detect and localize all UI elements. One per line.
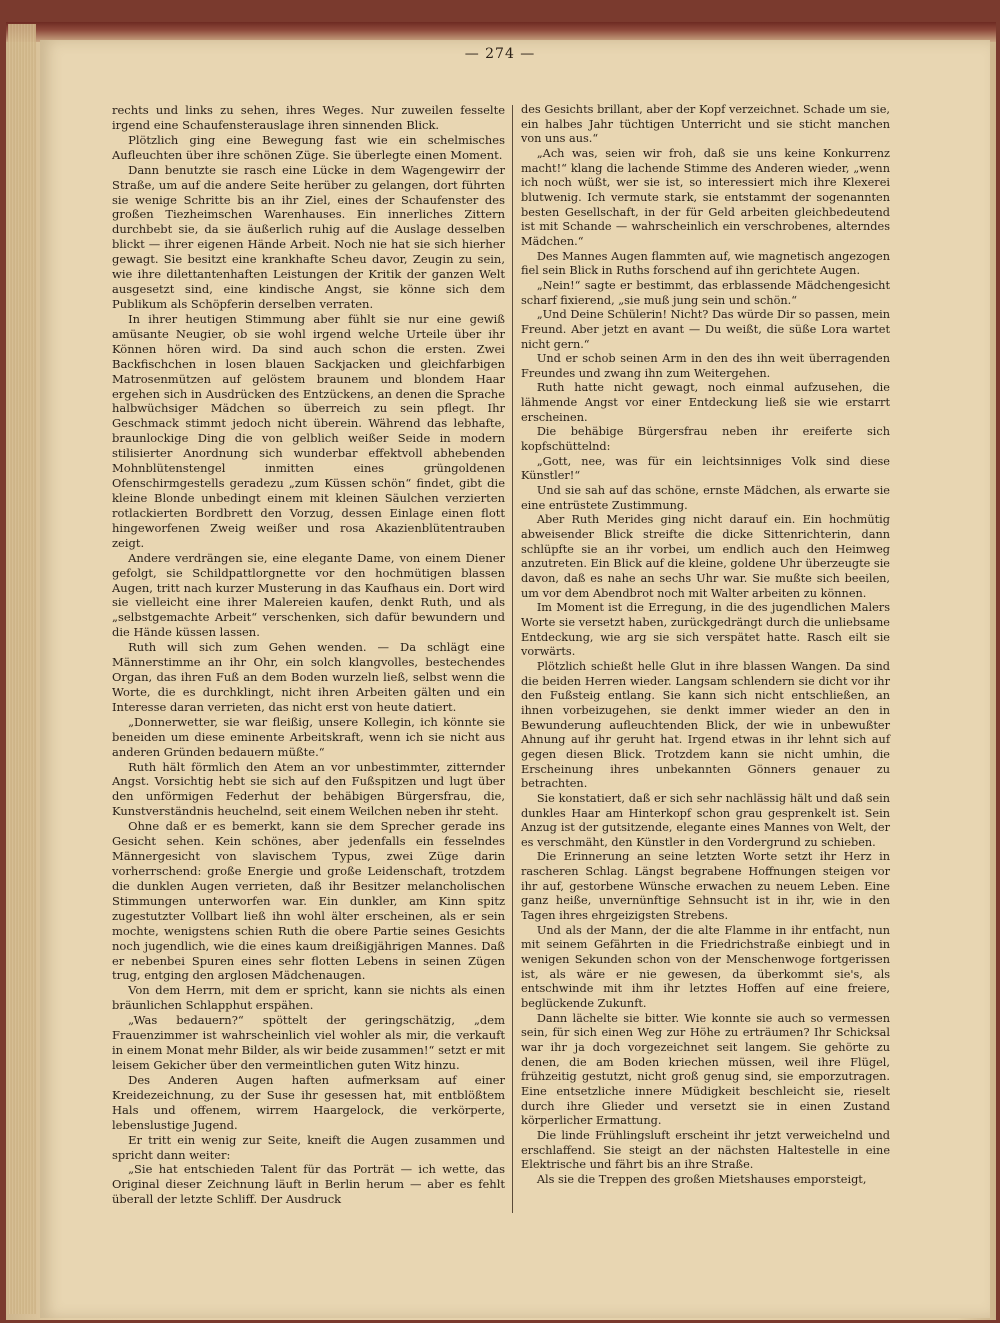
paragraph: Aber Ruth Merides ging nicht darauf ein. Ein hochmütig abweisender Blick streifte die dicke Sittenrichterin, dann schlüpfte sie an ihr vorbei, um endlich auch den Heimweg anzutreten. Ein Blick auf die kleine, goldene Uhr überzeugte sie davon, daß es nahe an sechs Uhr war. Sie mußte sich beeilen, um vor dem Abendbrot noch mit Walter arbeiten zu können. [521, 513, 890, 600]
paragraph: „Was bedauern?“ spöttelt der geringschätzig, „dem Frauenzimmer ist wahrscheinlich viel wohler als mir, die verkauft in einem Monat mehr Bilder, als wir beide zusammen!“ setzt er mit leisem Gekicher über den vermeintlichen guten Witz hinzu. [112, 1013, 505, 1072]
paragraph: Dann lächelte sie bitter. Wie konnte sie auch so vermessen sein, für sich einen Weg zur Höhe zu erträumen? Ihr Schicksal war ihr ja doch vorgezeichnet seit langem. Sie gehörte zu denen, die am Boden kriechen müssen, weil ihre Flügel, frühzeitig gestutzt, nicht groß genug sind, sie emporzutragen. Eine entsetzliche innere Müdigkeit beschleicht sie, rieselt durch ihre Glieder und versetzt sie in einen Zustand körperlicher Ermattung. [521, 1011, 890, 1128]
paragraph: „Sie hat entschieden Talent für das Porträt — ich wette, das Original dieser Zeichnung läuft in Berlin herum — aber es fehlt überall der letzte Schliff. Der Ausdruck [112, 1162, 505, 1207]
paragraph: Des Anderen Augen haften aufmerksam auf einer Kreidezeichnung, zu der Suse ihr gesessen hat, mit entblößtem Hals und offenem, wirrem Haargelock, die verkörperte, lebenslustige Jugend. [112, 1072, 505, 1132]
column-divider [512, 105, 513, 1213]
paragraph: Als sie die Treppen des großen Mietshauses emporsteigt, [536, 1172, 867, 1186]
paragraph: Andere verdrängen sie, eine elegante Dame, von einem Diener gefolgt, sie Schildpattlorgnette vor den hochmütigen blassen Augen, tritt nach kurzer Musterung in das Kaufhaus ein. Dort wird sie vielleicht eine ihrer Malereien kaufen, denkt Ruth, und als „selbstgemachte Arbeit“ verschenken, sich dafür bewundern und die Hände küssen lassen. [112, 550, 505, 640]
paragraph: Die linde Frühlingsluft erscheint ihr jetzt verweichelnd und erschlaffend. Sie steigt an der nächsten Haltestelle in eine Elektrische und fährt bis an ihre Straße. [521, 1128, 890, 1172]
book-binding-band [6, 22, 996, 42]
paragraph: „Und Deine Schülerin! Nicht? Das würde Dir so passen, mein Freund. Aber jetzt en avant — Du weißt, die süße Lora wartet nicht gern.“ [521, 308, 890, 351]
right-column [521, 103, 890, 1188]
paragraph: „Gott, nee, was für ein leichtsinniges Volk sind diese Künstler!“ [521, 454, 890, 483]
page-edges [8, 24, 36, 1314]
paragraph: Ruth hatte nicht gewagt, noch einmal aufzusehen, die lähmende Angst vor einer Entdeckung ließ sie wie erstarrt erscheinen. [521, 381, 890, 424]
paragraph: Plötzlich ging eine Bewegung fast wie ein schelmisches Aufleuchten über ihre schönen Züge. Sie überlegte einen Moment. [112, 132, 505, 162]
paragraph: Und er schob seinen Arm in den des ihn weit überragenden Freundes und zwang ihn zum Weitergehen. [521, 352, 890, 380]
paragraph: Ruth hält förmlich den Atem an vor unbestimmter, zitternder Angst. Vorsichtig hebt sie sich auf den Fußspitzen und lugt über den unförmigen Federhut der behäbigen Bürgersfrau, die, Kunstverständnis heuchelnd, seit einem Weilchen neben ihr steht. [112, 759, 505, 819]
left-column [112, 103, 505, 1207]
paragraph: Ohne daß er es bemerkt, kann sie dem Sprecher gerade ins Gesicht sehen. Kein schönes, aber jedenfalls ein fesselndes Männergesicht von slavischem Typus, zwei Züge darin vorherrschend: große Energie und große Leidenschaft, trotzdem die dunklen Augen verrieten, daß ihr Besitzer melancholischen Stimmungen unterworfen war. Ein dunkler, am Kinn spitz zugestutzter Vollbart ließ ihn wohl älter erscheinen, als er sein mochte, wenigstens schien Ruth die obere Partie seines Gesichts noch jugendlich, wie die eines kaum dreißigjährigen Mannes. Daß er nebenbei Spuren eines sehr flotten Lebens in seinen Zügen trug, entging den arglosen Mädchenaugen. [112, 819, 505, 983]
paragraph: Er tritt ein wenig zur Seite, kneift die Augen zusammen und spricht dann weiter: [112, 1132, 505, 1162]
paragraph: Sie konstatiert, daß er sich sehr nachlässig hält und daß sein dunkles Haar am Hinterkopf schon grau gesprenkelt ist. Sein Anzug ist der gutsitzende, elegante eines Mannes von Welt, der es verschmäht, den Künstler in den Vordergrund zu schieben. [521, 791, 890, 849]
paragraph: Und sie sah auf das schöne, ernste Mädchen, als erwarte sie eine entrüstete Zustimmung. [521, 484, 890, 512]
paragraph: Ruth will sich zum Gehen wenden. — Da schlägt eine Männerstimme an ihr Ohr, ein solch klangvolles, bestechendes Organ, das ihren Fuß an dem Boden wurzeln ließ, selbst wenn die Worte, die es durchklingt, nicht ihren Arbeiten gälten und ein Interesse daran verrieten, das nicht erst von heute datiert. [112, 640, 505, 714]
paragraph: Die behäbige Bürgersfrau neben ihr ereiferte sich kopfschüttelnd: [521, 425, 890, 454]
page-number: — 274 — [464, 46, 536, 62]
paragraph: Im Moment ist die Erregung, in die des jugendlichen Malers Worte sie versetzt haben, zurückgedrängt durch die unliebsame Entdeckung, wie arg sie sich verspätet hatte. Rasch eilt sie vorwärts. [521, 601, 890, 659]
paragraph: „Donnerwetter, sie war fleißig, unsere Kollegin, ich könnte sie beneiden um diese eminente Arbeitskraft, wenn ich sie nicht aus anderen Gründen bedauern müßte.“ [112, 714, 505, 759]
paragraph: Und als der Mann, der die alte Flamme in ihr entfacht, nun mit seinem Gefährten in die Friedrichstraße einbiegt und in wenigen Sekunden schon von der Menschenwoge fortgerissen ist, als wäre er nie gewesen, da überkommt sie's, als entschwinde mit ihm ihr letztes Hoffen auf eine freiere, beglückende Zukunft. [521, 923, 890, 1011]
paragraph: Dann benutzte sie rasch eine Lücke in dem Wagengewirr der Straße, um auf die andere Seite herüber zu gelangen, dort führten sie wenige Schritte bis an ihr Ziel, eines der Schaufenster des großen Tiezheimschen Warenhauses. Ein innerliches Zittern durchbebt sie, da sie äußerlich ruhig auf die Auslage desselben blickt — ihrer eigenen Hände Arbeit. Noch nie hat sie sich hierher gewagt. Sie besitzt eine krankhafte Scheu davor, Zeugin zu sein, wie ihre dilettantenhaften Leistungen der Kritik der ganzen Welt ausgesetzt sind, eine kindische Angst, sie könne sich dem Publikum als Schöpferin derselben verraten. [112, 162, 505, 311]
paragraph: Des Mannes Augen flammten auf, wie magnetisch angezogen fiel sein Blick in Ruths forschend auf ihn gerichtete Augen. [521, 249, 890, 278]
paragraph: des Gesichts brillant, aber der Kopf verzeichnet. Schade um sie, ein halbes Jahr tüchtigen Unterricht und sie sticht manchen von uns aus.“ [521, 103, 890, 146]
paragraph: Die Erinnerung an seine letzten Worte setzt ihr Herz in rascheren Schlag. Längst begrabene Hoffnungen steigen vor ihr auf, gestorbene Wünsche erwachen zu neuem Leben. Eine ganz heiße, unvernünftige Sehnsucht ist in ihr, wie in den Tagen ihres ehrgeizigsten Strebens. [521, 850, 890, 923]
paragraph: rechts und links zu sehen, ihres Weges. Nur zuweilen fesselte irgend eine Schaufensterauslage ihren sinnenden Blick. [112, 103, 505, 132]
paragraph: „Nein!“ sagte er bestimmt, das erblassende Mädchengesicht scharf fixierend, „sie muß jung sein und schön.“ [521, 278, 890, 307]
paragraph: „Ach was, seien wir froh, daß sie uns keine Konkurrenz macht!“ klang die lachende Stimme des Anderen wieder, „wenn ich noch wüßt, wer sie ist, so interessiert mich ihre Klexerei blutwenig. Ich vermute stark, sie entstammt der sogenannten besten Gesellschaft, in der für Geld arbeiten gleichbedeutend ist mit Schande — wahrscheinlich ein verschrobenes, alterndes Mädchen.“ [521, 146, 890, 248]
paragraph: Von dem Herrn, mit dem er spricht, kann sie nichts als einen bräunlichen Schlapphut erspähen. [112, 983, 505, 1013]
paragraph: Plötzlich schießt helle Glut in ihre blassen Wangen. Da sind die beiden Herren wieder. Langsam schlendern sie dicht vor ihr den Fußsteig entlang. Sie kann sich nicht entschließen, an ihnen vorbeizugehen, sie denkt immer wieder an den in Bewunderung aufleuchtenden Blick, der wie in unbewußter Ahnung auf ihr geruht hat. Irgend etwas in ihr lehnt sich auf gegen diesen Blick. Trotzdem kann sie nicht umhin, die Erscheinung ihres unbekannten Gönners genauer zu betrachten. [521, 659, 890, 791]
paragraph: In ihrer heutigen Stimmung aber fühlt sie nur eine gewiß amüsante Neugier, ob sie wohl irgend welche Urteile über ihr Können hören wird. Da sind auch schon die ersten. Zwei Backfischchen in losen blauen Sackjacken und gleichfarbigen Matrosenmützen auf gelöstem braunem und blondem Haar ergehen sich in Ausdrücken des Entzückens, an denen die Sprache halbwüchsiger Mädchen so überreich zu sein pflegt. Ihr Geschmack stimmt jedoch nicht überein. Während das lebhafte, braunlockige Ding die von gelblich weißer Seide in modern stilisierter Anordnung sich wunderbar effektvoll abhebenden Mohnblütenstengel inmitten eines grüngoldenen Ofenschirmgestells geradezu „zum Küssen schön“ findet, gibt die kleine Blonde unbedingt einem mit kleinen Säulchen verzierten rotlackierten Bordbrett den Vorzug, dessen Einlage einen flott hingeworfenen Zweig weißer und rosa Akazienblütentrauben zeigt. [112, 311, 505, 550]
